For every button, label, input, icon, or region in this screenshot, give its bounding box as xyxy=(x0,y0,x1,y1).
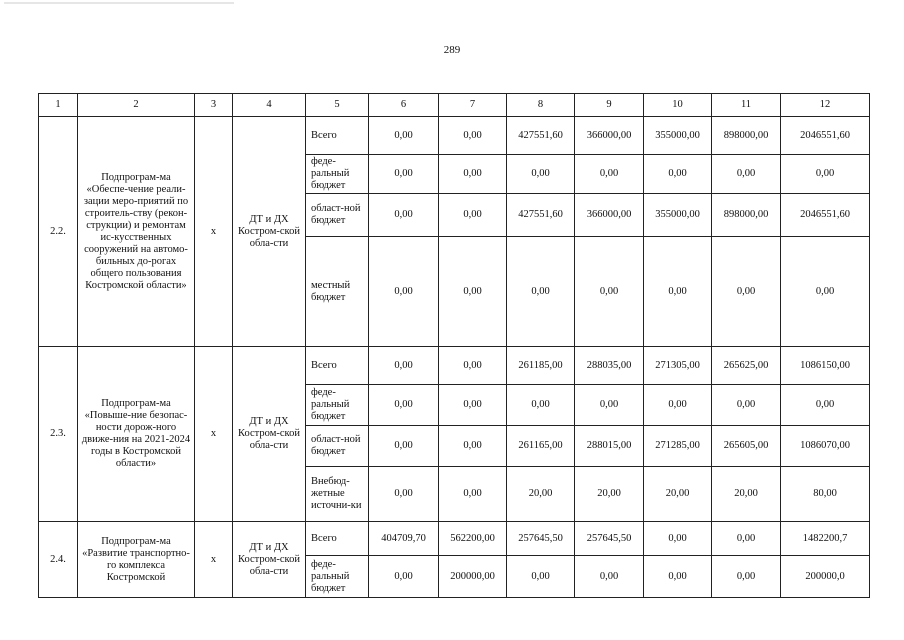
funding-source: местный бюджет xyxy=(306,237,369,347)
amount-cell: 366000,00 xyxy=(575,194,644,237)
amount-cell: 0,00 xyxy=(439,426,507,467)
amount-cell: 0,00 xyxy=(439,155,507,194)
amount-cell: 0,00 xyxy=(781,385,870,426)
amount-cell: 562200,00 xyxy=(439,522,507,556)
column-header: 10 xyxy=(644,94,712,117)
funding-source: област-ной бюджет xyxy=(306,426,369,467)
row-number: 2.4. xyxy=(39,522,78,598)
amount-cell: 2046551,60 xyxy=(781,117,870,155)
amount-cell: 288015,00 xyxy=(575,426,644,467)
amount-cell: 1086070,00 xyxy=(781,426,870,467)
amount-cell: 0,00 xyxy=(644,155,712,194)
amount-cell: 0,00 xyxy=(439,117,507,155)
column-header: 8 xyxy=(507,94,575,117)
status-mark: х xyxy=(195,347,233,522)
amount-cell: 427551,60 xyxy=(507,117,575,155)
funding-source: Всего xyxy=(306,347,369,385)
amount-cell: 0,00 xyxy=(781,155,870,194)
column-header: 5 xyxy=(306,94,369,117)
amount-cell: 288035,00 xyxy=(575,347,644,385)
row-number: 2.3. xyxy=(39,347,78,522)
amount-cell: 366000,00 xyxy=(575,117,644,155)
column-header: 11 xyxy=(712,94,781,117)
responsible-executor: ДТ и ДХ Костром-ской обла-сти xyxy=(233,522,306,598)
amount-cell: 0,00 xyxy=(575,385,644,426)
amount-cell: 0,00 xyxy=(507,556,575,598)
amount-cell: 0,00 xyxy=(644,556,712,598)
amount-cell: 0,00 xyxy=(644,237,712,347)
funding-source: област-ной бюджет xyxy=(306,194,369,237)
budget-table xyxy=(38,93,870,598)
amount-cell: 0,00 xyxy=(507,237,575,347)
funding-source: феде-ральный бюджет xyxy=(306,556,369,598)
column-header: 1 xyxy=(39,94,78,117)
funding-source: Всего xyxy=(306,522,369,556)
amount-cell: 0,00 xyxy=(369,467,439,522)
amount-cell: 271305,00 xyxy=(644,347,712,385)
table-row xyxy=(39,117,870,155)
amount-cell: 261165,00 xyxy=(507,426,575,467)
column-header: 7 xyxy=(439,94,507,117)
amount-cell: 20,00 xyxy=(575,467,644,522)
amount-cell: 257645,50 xyxy=(575,522,644,556)
status-mark: х xyxy=(195,522,233,598)
amount-cell: 898000,00 xyxy=(712,117,781,155)
column-header: 9 xyxy=(575,94,644,117)
amount-cell: 0,00 xyxy=(575,155,644,194)
amount-cell: 0,00 xyxy=(369,347,439,385)
scan-artifact xyxy=(4,2,234,4)
amount-cell: 1482200,7 xyxy=(781,522,870,556)
amount-cell: 0,00 xyxy=(644,522,712,556)
funding-source: феде-ральный бюджет xyxy=(306,155,369,194)
amount-cell: 0,00 xyxy=(439,347,507,385)
amount-cell: 20,00 xyxy=(644,467,712,522)
amount-cell: 427551,60 xyxy=(507,194,575,237)
amount-cell: 0,00 xyxy=(712,155,781,194)
amount-cell: 0,00 xyxy=(439,467,507,522)
funding-source: феде-ральный бюджет xyxy=(306,385,369,426)
subprogram-name: Подпрограм-ма «Развитие транспортно-го комплекса Костромской xyxy=(78,522,195,598)
subprogram-name: Подпрограм-ма «Повыше-ние безопас-ности дорож-ного движе-ния на 2021-2024 годы в Костромской области» xyxy=(78,347,195,522)
amount-cell: 404709,70 xyxy=(369,522,439,556)
amount-cell: 200000,0 xyxy=(781,556,870,598)
amount-cell: 0,00 xyxy=(439,237,507,347)
subprogram-name: Подпрограм-ма «Обеспе-чение реали-зации меро-приятий по строитель-ству (рекон-струкции) и ремонтам ис-кусственных сооружений на автомо-бильных до-рогах общего пользования Костромской области» xyxy=(78,117,195,347)
amount-cell: 0,00 xyxy=(369,556,439,598)
funding-source: Внебюд-жетные источни-ки xyxy=(306,467,369,522)
amount-cell: 0,00 xyxy=(712,556,781,598)
amount-cell: 0,00 xyxy=(507,385,575,426)
amount-cell: 0,00 xyxy=(439,385,507,426)
column-header: 3 xyxy=(195,94,233,117)
column-header: 6 xyxy=(369,94,439,117)
amount-cell: 0,00 xyxy=(369,194,439,237)
amount-cell: 0,00 xyxy=(712,522,781,556)
amount-cell: 898000,00 xyxy=(712,194,781,237)
row-number: 2.2. xyxy=(39,117,78,347)
responsible-executor: ДТ и ДХ Костром-ской обла-сти xyxy=(233,117,306,347)
funding-source: Всего xyxy=(306,117,369,155)
table-row xyxy=(39,347,870,385)
amount-cell: 271285,00 xyxy=(644,426,712,467)
amount-cell: 0,00 xyxy=(369,385,439,426)
page-number: 289 xyxy=(443,44,461,56)
responsible-executor: ДТ и ДХ Костром-ской обла-сти xyxy=(233,347,306,522)
amount-cell: 20,00 xyxy=(712,467,781,522)
amount-cell: 0,00 xyxy=(369,155,439,194)
amount-cell: 355000,00 xyxy=(644,194,712,237)
amount-cell: 0,00 xyxy=(575,556,644,598)
table-row xyxy=(39,522,870,556)
amount-cell: 0,00 xyxy=(712,385,781,426)
amount-cell: 355000,00 xyxy=(644,117,712,155)
amount-cell: 265605,00 xyxy=(712,426,781,467)
amount-cell: 2046551,60 xyxy=(781,194,870,237)
amount-cell: 257645,50 xyxy=(507,522,575,556)
amount-cell: 0,00 xyxy=(712,237,781,347)
amount-cell: 0,00 xyxy=(575,237,644,347)
column-header: 4 xyxy=(233,94,306,117)
amount-cell: 0,00 xyxy=(369,117,439,155)
amount-cell: 80,00 xyxy=(781,467,870,522)
amount-cell: 20,00 xyxy=(507,467,575,522)
amount-cell: 0,00 xyxy=(644,385,712,426)
column-header: 12 xyxy=(781,94,870,117)
amount-cell: 0,00 xyxy=(439,194,507,237)
column-header: 2 xyxy=(78,94,195,117)
amount-cell: 0,00 xyxy=(369,426,439,467)
amount-cell: 265625,00 xyxy=(712,347,781,385)
amount-cell: 0,00 xyxy=(507,155,575,194)
header-row xyxy=(39,94,870,117)
amount-cell: 0,00 xyxy=(369,237,439,347)
amount-cell: 200000,00 xyxy=(439,556,507,598)
amount-cell: 0,00 xyxy=(781,237,870,347)
status-mark: х xyxy=(195,117,233,347)
amount-cell: 261185,00 xyxy=(507,347,575,385)
amount-cell: 1086150,00 xyxy=(781,347,870,385)
